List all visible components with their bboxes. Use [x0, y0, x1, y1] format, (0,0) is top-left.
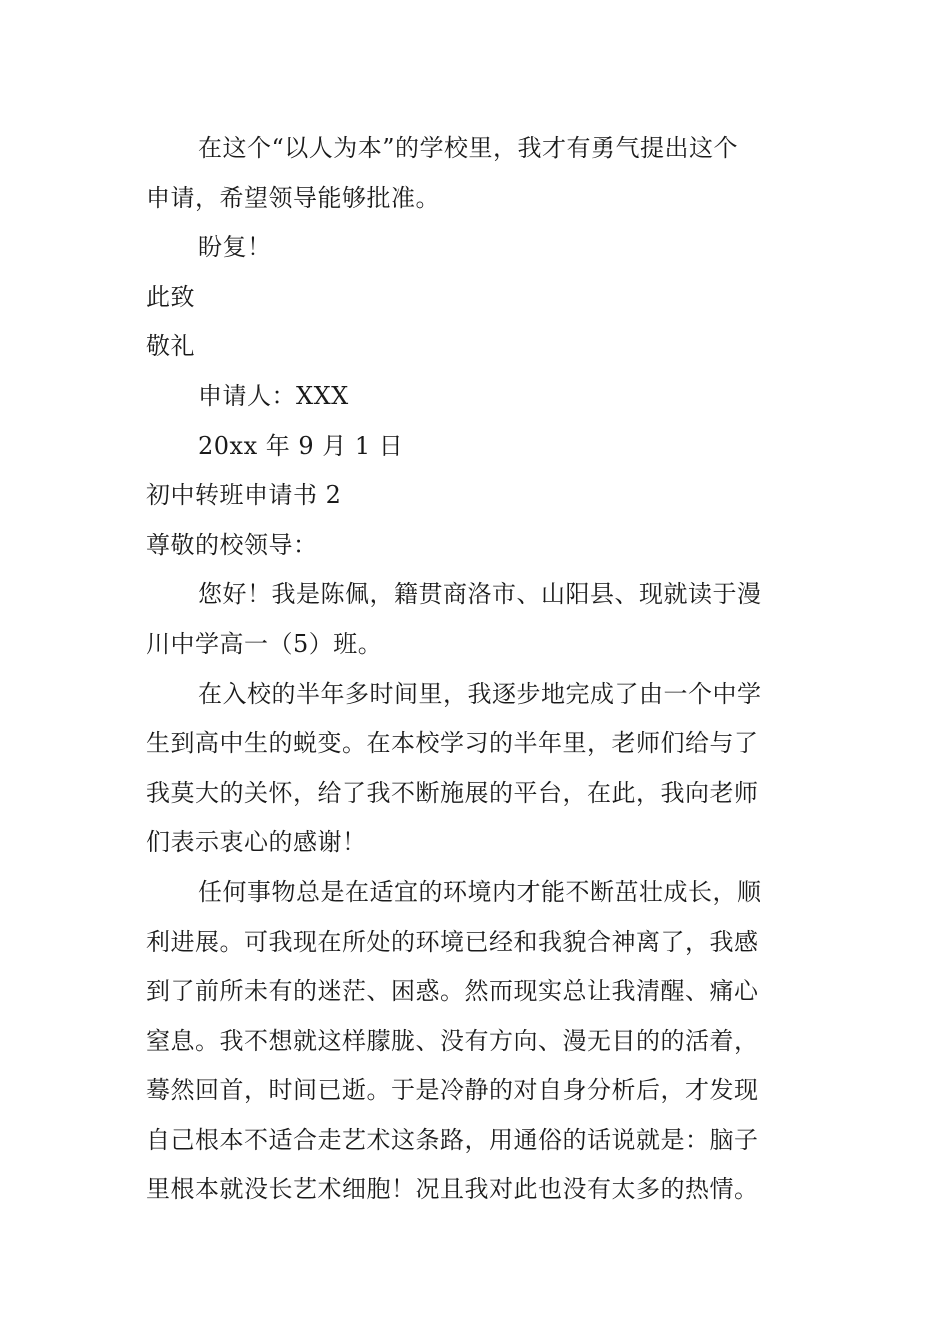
- paragraph-line: 里根本就没长艺术细胞！况且我对此也没有太多的热情。: [146, 1175, 759, 1204]
- paragraph-line: 自己根本不适合走艺术这条路，用通俗的话说就是：脑子: [146, 1125, 759, 1154]
- salutation-ci-zhi: 此致: [146, 282, 195, 311]
- paragraph-line: 任何事物总是在适宜的环境内才能不断茁壮成长，顺: [198, 877, 762, 906]
- paragraph-line: 窒息。我不想就这样朦胧、没有方向、漫无目的的活着，: [146, 1026, 759, 1055]
- greeting: 尊敬的校领导：: [146, 530, 318, 559]
- paragraph-line: 您好！我是陈佩，籍贯商洛市、山阳县、现就读于漫: [198, 580, 762, 609]
- section-title: 初中转班申请书 2: [146, 481, 342, 510]
- paragraph-line: 我莫大的关怀，给了我不断施展的平台，在此，我向老师: [146, 778, 759, 807]
- applicant-signature: 申请人：XXX: [198, 381, 349, 410]
- paragraph-line: 在入校的半年多时间里，我逐步地完成了由一个中学: [198, 679, 762, 708]
- document-page: [146, 124, 810, 1215]
- paragraph-line: 申请，希望领导能够批准。: [146, 183, 440, 212]
- paragraph-line: 们表示衷心的感谢！: [146, 828, 367, 857]
- closing-reply: 盼复！: [198, 233, 272, 262]
- paragraph-line: 利进展。可我现在所处的环境已经和我貌合神离了，我感: [146, 927, 759, 956]
- paragraph-line: 蓦然回首，时间已逝。于是冷静的对自身分析后，才发现: [146, 1076, 759, 1105]
- salutation-jing-li: 敬礼: [146, 332, 195, 361]
- paragraph-line: 在这个“以人为本”的学校里，我才有勇气提出这个: [198, 134, 739, 162]
- paragraph-line: 川中学高一（5）班。: [146, 629, 383, 658]
- paragraph-line: 生到高中生的蜕变。在本校学习的半年里，老师们给与了: [146, 729, 759, 758]
- paragraph-line: 到了前所未有的迷茫、困惑。然而现实总让我清醒、痛心: [146, 977, 759, 1006]
- letter-date: 20xx 年 9 月 1 日: [198, 431, 404, 460]
